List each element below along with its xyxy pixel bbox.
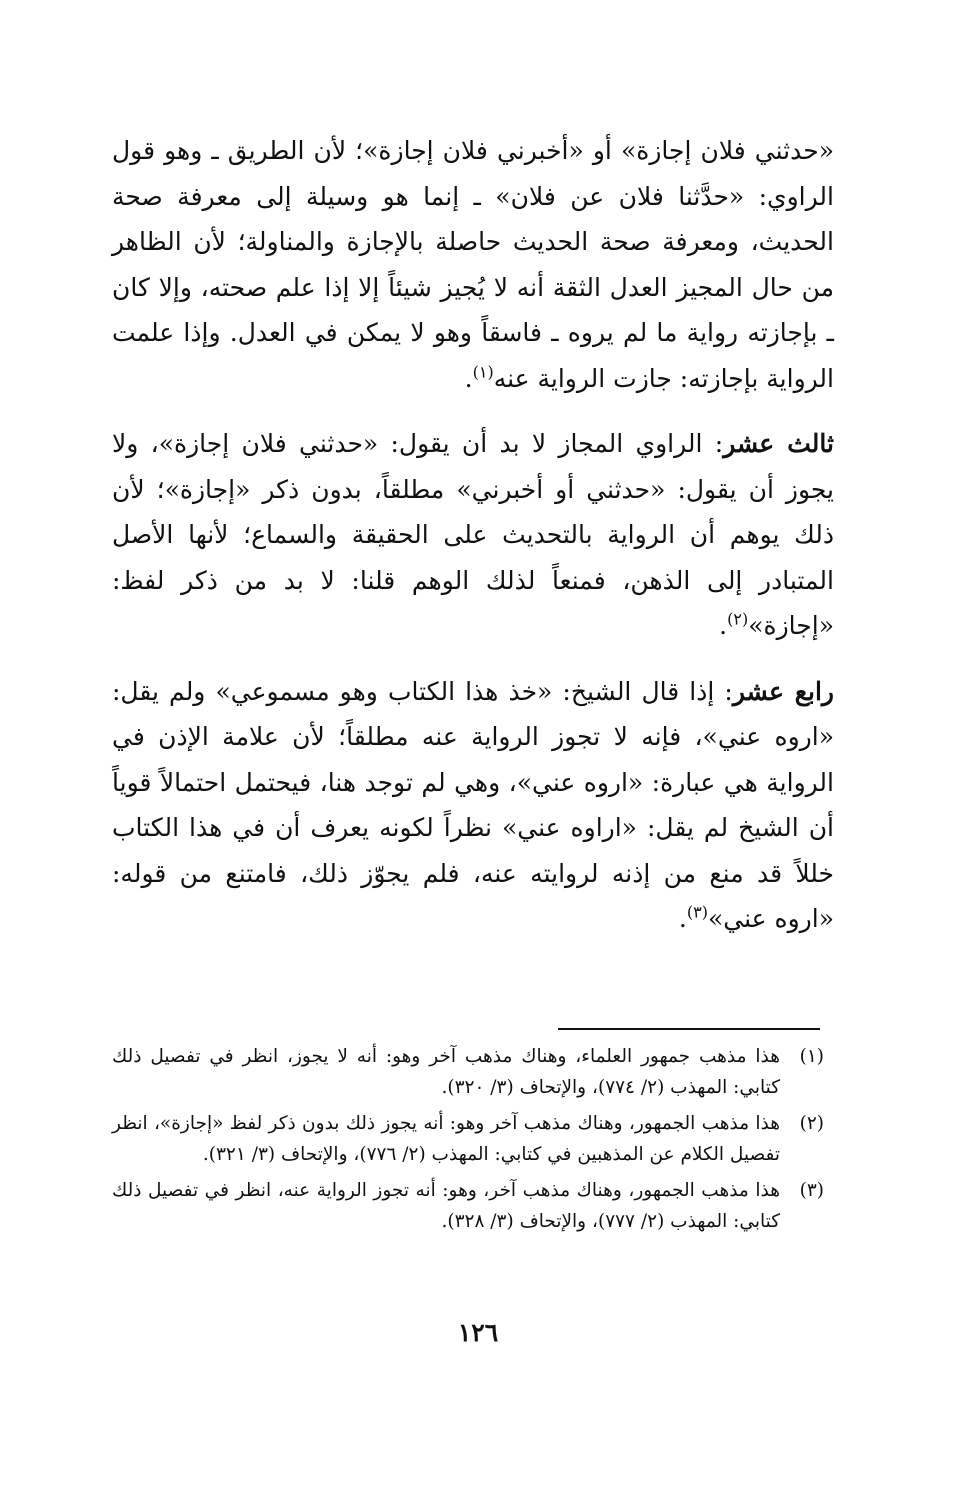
paragraph-text: «حدثني فلان إجازة» أو «أخبرني فلان إجازة»؛ لأن الطريق ـ وهو قول الراوي: «حدَّثنا فلان عن فلان» ـ إنما هو وسيلة إلى معرفة صحة الحديث، ومعرفة صحة الحديث حاصلة بالإجازة والمناولة؛ لأن الظاهر من حال المجيز العدل الثقة أنه لا يُجيز شيئاً إلا إذا علم صحته، وإلا كان ـ بإجازته رواية ما لم يروه ـ فاسقاً وهو لا يمكن في العدل. وإذا علمت الرواية بإجازته: جازت الرواية عنه xyxy=(112,136,834,393)
footnote xyxy=(112,1042,824,1103)
paragraph-text: : إذا قال الشيخ: «خذ هذا الكتاب وهو مسموعي» ولم يقل: «اروه عني»، فإنه لا تجوز الرواية عنه مطلقاً؛ لأن علامة الإذن في الرواية هي عبارة: «اروه عني»، وهي لم توجد هنا، فيحتمل احتمالاً قوياً أن الشيخ لم يقل: «اراوه عني» نظراً لكونه يعرف أن في هذا الكتاب خللاً قد منع من إذنه لروايته عنه، فلم يجوّز ذلك، فامتنع من قوله: «اروه عني» xyxy=(112,676,834,933)
paragraph xyxy=(112,128,834,401)
footnote-marker: (١) xyxy=(472,362,494,382)
paragraph-end: . xyxy=(678,904,687,933)
paragraph-end: . xyxy=(719,611,728,640)
footnote-text: هذا مذهب الجمهور، وهناك مذهب آخر وهو: أنه يجوز ذلك بدون ذكر لفظ «إجازة»، انظر تفصيل الكلام عن المذهبين في كتابي: المهذب (٢/ ٧٧٦)، والإتحاف (٣/ ٣٢١). xyxy=(112,1113,780,1165)
footnote-text: هذا مذهب جمهور العلماء، وهناك مذهب آخر وهو: أنه لا يجوز، انظر في تفصيل ذلك كتابي: المهذب (٢/ ٧٧٤)، والإتحاف (٣/ ٣٢٠). xyxy=(112,1046,780,1098)
paragraph xyxy=(112,669,834,942)
paragraph-heading: ثالث عشر xyxy=(723,429,834,458)
paragraph-text: : الراوي المجاز لا بد أن يقول: «حدثني فلان إجازة»، ولا يجوز أن يقول: «حدثني أو أخبرني» مطلقاً، بدون ذكر «إجازة»؛ لأن ذلك يوهم أن الرواية بالتحديث على الحقيقة والسماع؛ لأنها الأصل المتبادر إلى الذهن، فمنعاً لذلك الوهم قلنا: لا بد من ذكر لفظ: «إجازة» xyxy=(112,429,834,640)
body-text xyxy=(112,128,834,942)
paragraph xyxy=(112,421,834,649)
footnote-number: (٣) xyxy=(799,1180,824,1201)
footnote-text: هذا مذهب الجمهور، وهناك مذهب آخر، وهو: أنه تجوز الرواية عنه، انظر في تفصيل ذلك كتابي: المهذب (٢/ ٧٧٧)، والإتحاف (٣/ ٣٢٨). xyxy=(112,1180,780,1232)
paragraph-end: . xyxy=(464,363,473,393)
footnote-marker: (٣) xyxy=(686,902,708,922)
footnote-marker: (٢) xyxy=(727,609,749,629)
footnote xyxy=(112,1176,824,1237)
page-number: ١٢٦ xyxy=(457,1318,499,1347)
footnote-number: (١) xyxy=(799,1046,824,1067)
footnote-separator xyxy=(558,1028,820,1030)
paragraph-heading: رابع عشر xyxy=(732,676,834,706)
footnote-number: (٢) xyxy=(799,1113,824,1134)
footnote xyxy=(112,1109,824,1170)
footnotes xyxy=(112,1042,824,1243)
